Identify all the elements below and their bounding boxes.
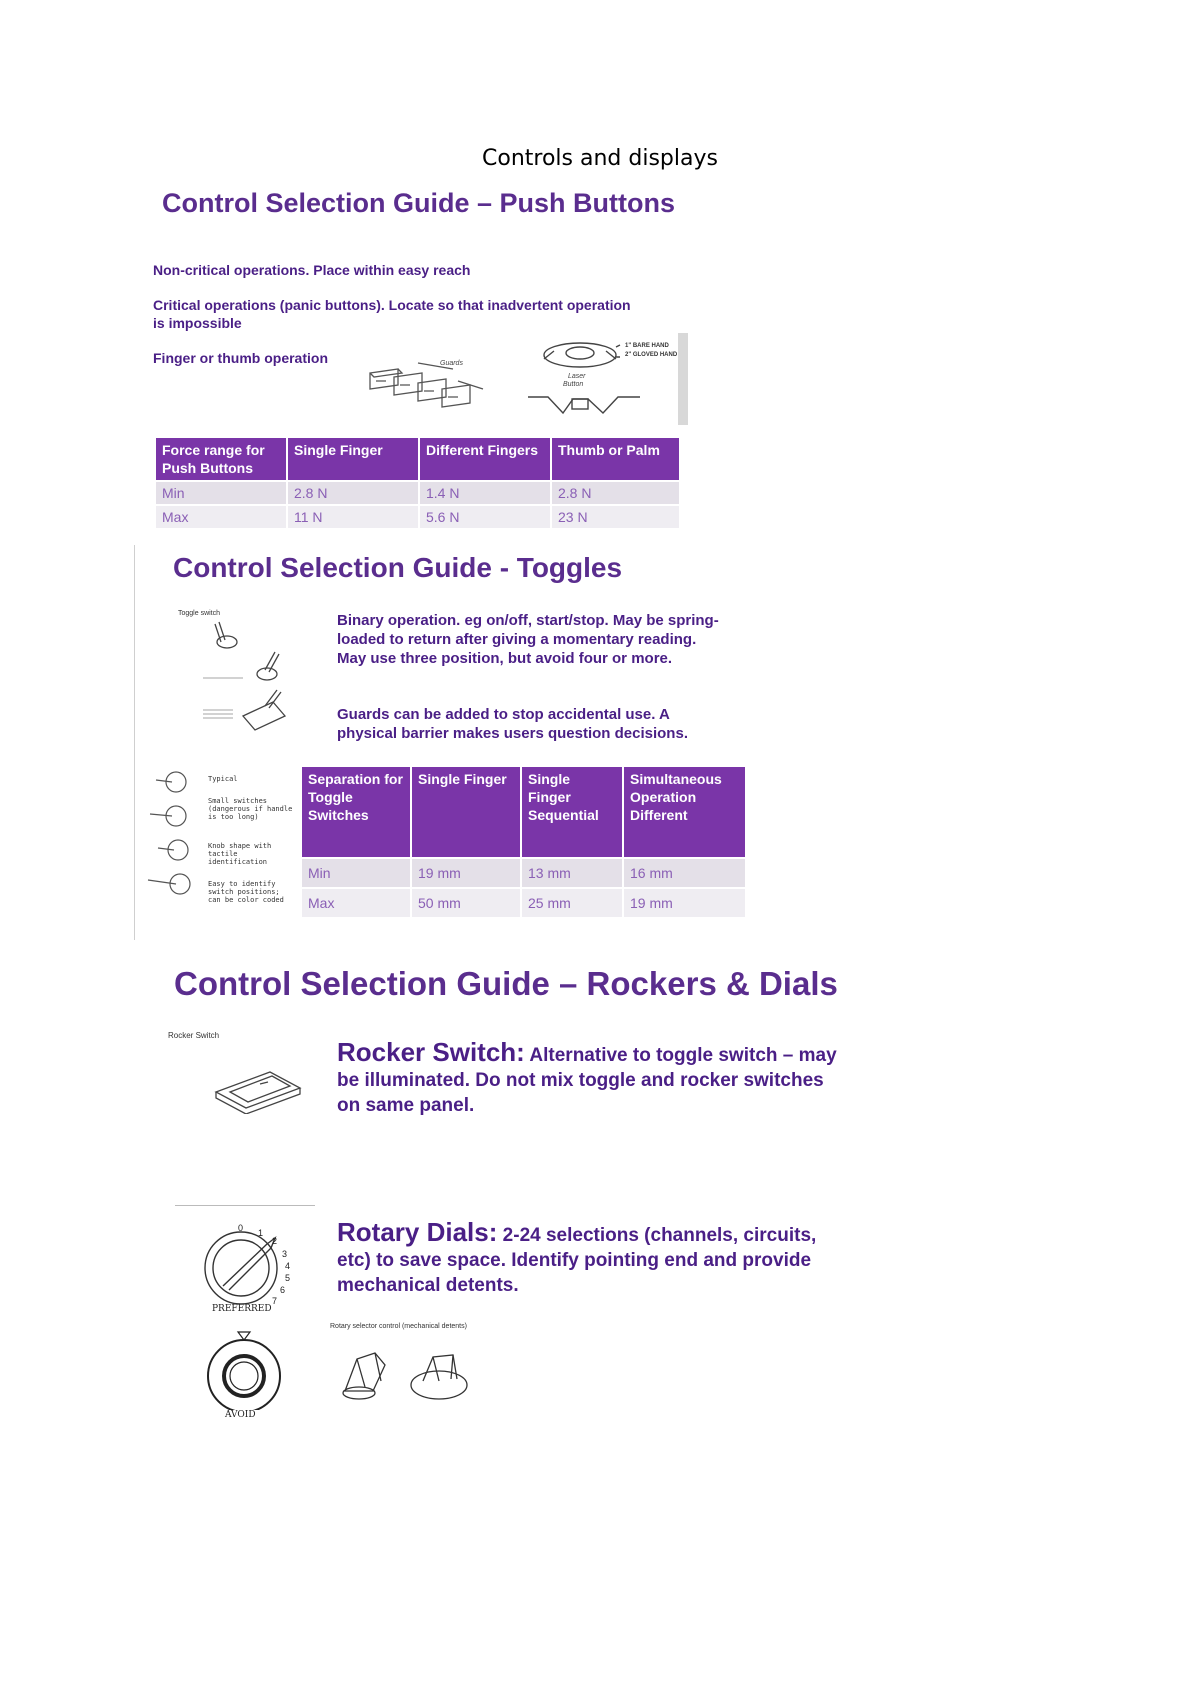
rotary-description — [337, 1217, 837, 1298]
table-cell: 1.4 N — [419, 481, 551, 505]
avoid-dial-illustration — [200, 1328, 290, 1410]
gloved-hand-label: 2" GLOVED HAND — [625, 352, 678, 358]
rocker-text: Alternative to toggle switch – may be illuminated. Do not mix toggle and rocker switches on same panel. — [337, 1045, 837, 1116]
table-cell: Min — [156, 481, 287, 505]
table-cell: 5.6 N — [419, 505, 551, 528]
table-header-row — [156, 438, 679, 481]
table-cell: 2.8 N — [551, 481, 679, 505]
button-label: Button — [563, 381, 584, 388]
table-header: Separation for Toggle Switches — [302, 767, 411, 858]
toggle-switch-label: Toggle switch — [178, 610, 221, 617]
table-cell: 23 N — [551, 505, 679, 528]
guards-label: Guards — [440, 360, 463, 367]
dial-number: 0 — [238, 1223, 244, 1233]
rotary-selector-label: Rotary selector control (mechanical detents) — [330, 1323, 467, 1330]
toggle-illustration — [195, 620, 295, 735]
table-cell: Min — [302, 858, 411, 888]
toggle-switch-drawing — [195, 620, 295, 735]
rocker-switch-drawing — [210, 1062, 305, 1114]
table-cell: 16 mm — [623, 858, 745, 888]
table-header: Thumb or Palm — [551, 438, 679, 481]
table-cell: 25 mm — [521, 888, 623, 917]
table-cell: 13 mm — [521, 858, 623, 888]
table-header: Different Fingers — [419, 438, 551, 481]
toggles-title: Control Selection Guide - Toggles — [173, 552, 623, 583]
toggle-note-easy: Easy to identify switch positions; can be color coded — [208, 880, 284, 904]
table-cell: 2.8 N — [287, 481, 419, 505]
page-title: Controls and displays — [482, 146, 718, 171]
rotary-heading: Rotary Dials: — [337, 1217, 498, 1247]
table-cell: Max — [302, 888, 411, 917]
rocker-description — [337, 1037, 837, 1118]
table-row — [156, 505, 679, 528]
table-header-row — [302, 767, 745, 858]
push-force-table — [156, 438, 679, 528]
preferred-label: PREFERRED — [212, 1304, 272, 1314]
push-line-noncritical: Non-critical operations. Place within easy reach — [153, 262, 471, 278]
rocker-illustration — [210, 1062, 305, 1114]
push-line-critical: Critical operations (panic buttons). Locate so that inadvertent operation — [153, 297, 631, 313]
rotary-text: 2-24 selections (channels, circuits, etc) to save space. Identify pointing end and provide mechanical detents. — [337, 1225, 817, 1296]
avoid-label: AVOID — [225, 1410, 256, 1420]
avoid-dial-drawing — [200, 1328, 290, 1410]
dial-number: 1 — [258, 1228, 264, 1238]
push-line-critical-cont: is impossible — [153, 315, 242, 331]
table-row — [302, 858, 745, 888]
table-cell: 19 mm — [623, 888, 745, 917]
table-header: Simultaneous Operation Different — [623, 767, 745, 858]
rotary-knobs-drawing — [335, 1345, 475, 1405]
table-row — [156, 481, 679, 505]
rotary-knobs-illustration — [335, 1345, 475, 1405]
rocker-switch-image-label: Rocker Switch — [168, 1031, 220, 1040]
toggle-note-small: Small switches (dangerous if handle is too long) — [208, 797, 293, 821]
rockers-dials-title: Control Selection Guide – Rockers & Dials — [174, 965, 838, 1002]
toggle-variants-drawing — [146, 768, 200, 908]
push-line-finger: Finger or thumb operation — [153, 350, 328, 366]
table-header: Single Finger — [411, 767, 521, 858]
table-header: Single Finger — [287, 438, 419, 481]
toggle-variants-illustration — [146, 768, 200, 908]
toggle-note-knob: Knob shape with tactile identification — [208, 842, 272, 866]
laser-label: Laser — [568, 373, 586, 380]
push-buttons-title: Control Selection Guide – Push Buttons — [162, 188, 676, 218]
dial-number: 7 — [272, 1296, 278, 1306]
dial-number: 3 — [282, 1249, 288, 1259]
toggle-note-typical: Typical — [208, 775, 238, 783]
table-row — [302, 888, 745, 917]
table-header: Single Finger Sequential — [521, 767, 623, 858]
rocker-heading: Rocker Switch: — [337, 1037, 525, 1067]
section-divider-line — [134, 545, 135, 940]
dial-number: 2 — [272, 1236, 278, 1246]
table-cell: 19 mm — [411, 858, 521, 888]
table-header: Force range for Push Buttons — [156, 438, 287, 481]
divider-line — [175, 1205, 315, 1206]
table-cell: Max — [156, 505, 287, 528]
dial-number: 4 — [285, 1261, 291, 1271]
toggles-paragraph-guards: Guards can be added to stop accidental use. A physical barrier makes users question decisions. — [337, 706, 688, 742]
table-cell: 50 mm — [411, 888, 521, 917]
toggle-separation-table — [302, 767, 745, 917]
table-cell: 11 N — [287, 505, 419, 528]
toggles-paragraph-binary: Binary operation. eg on/off, start/stop. May be spring-loaded to return after giving a momentary reading. May use three position, but avoid four or more. — [337, 612, 719, 667]
dial-number: 5 — [285, 1273, 291, 1283]
dial-number: 6 — [280, 1285, 286, 1295]
bare-hand-label: 1" BARE HAND — [625, 343, 669, 349]
